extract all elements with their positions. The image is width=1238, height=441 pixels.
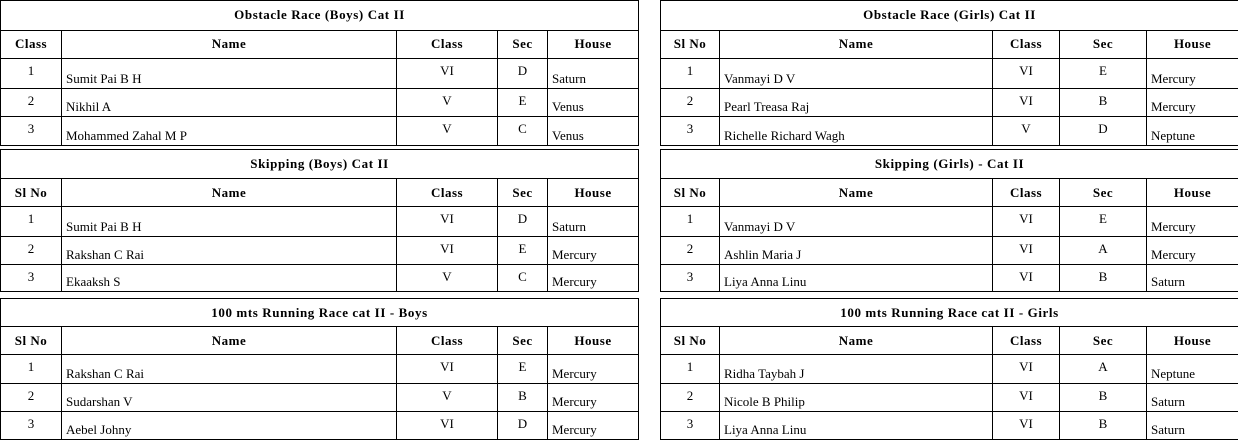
cell-sec: B [1060, 264, 1147, 291]
cell-class: V [397, 384, 498, 412]
cell-sec: E [1060, 207, 1147, 236]
cell-name: Pearl Treasa Raj [720, 88, 993, 117]
table-row [661, 88, 1238, 117]
header-sl-no: Sl No [1, 179, 62, 207]
cell-class: VI [397, 236, 498, 264]
header-name: Name [720, 30, 993, 59]
table-title: Obstacle Race (Boys) Cat II [1, 1, 639, 31]
cell-class: V [397, 117, 498, 146]
right-results-panel [660, 0, 1238, 441]
header-class: Class [993, 179, 1060, 207]
cell-house: Mercury [548, 412, 639, 440]
running-race-girls-block [660, 298, 1238, 439]
cell-sl-no: 2 [661, 384, 720, 412]
cell-name: Richelle Richard Wagh [720, 117, 993, 146]
cell-class: VI [993, 88, 1060, 117]
header-sec: Sec [498, 30, 548, 59]
cell-sec: B [1060, 88, 1147, 117]
table-title: 100 mts Running Race cat II - Boys [1, 299, 639, 327]
cell-sl-no: 3 [661, 264, 720, 291]
header-house: House [548, 30, 639, 59]
cell-sl-no: 1 [661, 59, 720, 89]
cell-sl-no: 1 [1, 207, 62, 236]
table-row [661, 117, 1238, 146]
cell-house: Venus [548, 88, 639, 117]
table-row [1, 117, 639, 146]
header-house: House [1147, 179, 1238, 207]
cell-house: Mercury [1147, 236, 1238, 264]
cell-sec: B [1060, 384, 1147, 412]
skipping-girls-table [660, 149, 1238, 292]
cell-house: Mercury [548, 384, 639, 412]
header-sec: Sec [1060, 30, 1147, 59]
cell-name: Liya Anna Linu [720, 412, 993, 440]
cell-name: Mohammed Zahal M P [62, 117, 397, 146]
table-title: 100 mts Running Race cat II - Girls [661, 299, 1238, 327]
cell-name: Sudarshan V [62, 384, 397, 412]
cell-house: Saturn [1147, 412, 1238, 440]
header-class: Class [397, 30, 498, 59]
cell-name: Sumit Pai B H [62, 59, 397, 89]
cell-name: Ridha Taybah J [720, 355, 993, 384]
cell-class: V [397, 264, 498, 291]
cell-name: Nicole B Philip [720, 384, 993, 412]
table-row [1, 384, 639, 412]
cell-class: VI [993, 264, 1060, 291]
header-name: Name [62, 179, 397, 207]
header-sl-no: Sl No [661, 179, 720, 207]
header-name: Name [62, 327, 397, 355]
header-sl-no: Class [1, 30, 62, 59]
cell-name: Sumit Pai B H [62, 207, 397, 236]
cell-sl-no: 2 [661, 88, 720, 117]
cell-house: Mercury [1147, 59, 1238, 89]
cell-name: Aebel Johny [62, 412, 397, 440]
table-row [661, 59, 1238, 89]
running-race-boys-block [0, 298, 638, 439]
header-sec: Sec [498, 179, 548, 207]
cell-house: Mercury [548, 236, 639, 264]
running-race-girls-table [660, 298, 1238, 440]
header-house: House [548, 179, 639, 207]
table-row [1, 355, 639, 384]
cell-sl-no: 1 [1, 59, 62, 89]
header-class: Class [993, 327, 1060, 355]
cell-class: VI [397, 412, 498, 440]
header-house: House [1147, 30, 1238, 59]
cell-house: Mercury [548, 264, 639, 291]
cell-class: V [397, 88, 498, 117]
header-sl-no: Sl No [661, 30, 720, 59]
table-title: Obstacle Race (Girls) Cat II [661, 1, 1238, 31]
cell-name: Vanmayi D V [720, 207, 993, 236]
cell-house: Saturn [1147, 264, 1238, 291]
skipping-girls-block [660, 149, 1238, 292]
cell-sec: D [498, 207, 548, 236]
skipping-boys-block [0, 149, 638, 292]
table-row [1, 412, 639, 440]
cell-house: Venus [548, 117, 639, 146]
header-sec: Sec [1060, 327, 1147, 355]
cell-sec: D [498, 59, 548, 89]
table-row [661, 207, 1238, 236]
header-house: House [1147, 327, 1238, 355]
header-sec: Sec [498, 327, 548, 355]
table-row [1, 59, 639, 89]
table-row [661, 384, 1238, 412]
header-house: House [548, 327, 639, 355]
cell-class: VI [397, 355, 498, 384]
cell-class: VI [993, 207, 1060, 236]
obstacle-race-girls-block [660, 0, 1238, 146]
cell-name: Ashlin Maria J [720, 236, 993, 264]
cell-sec: E [498, 355, 548, 384]
cell-sec: C [498, 264, 548, 291]
cell-class: VI [397, 207, 498, 236]
cell-class: VI [993, 412, 1060, 440]
header-class: Class [397, 327, 498, 355]
cell-sl-no: 2 [1, 88, 62, 117]
cell-sec: C [498, 117, 548, 146]
cell-house: Saturn [1147, 384, 1238, 412]
cell-name: Nikhil A [62, 88, 397, 117]
cell-sec: B [1060, 412, 1147, 440]
cell-sl-no: 1 [661, 355, 720, 384]
table-title: Skipping (Girls) - Cat II [661, 150, 1238, 179]
table-row [661, 236, 1238, 264]
cell-sec: A [1060, 236, 1147, 264]
cell-sl-no: 3 [661, 412, 720, 440]
cell-sec: E [498, 88, 548, 117]
obstacle-race-girls-table [660, 0, 1238, 146]
table-row [661, 355, 1238, 384]
cell-class: VI [993, 236, 1060, 264]
cell-sec: D [1060, 117, 1147, 146]
header-sec: Sec [1060, 179, 1147, 207]
cell-house: Saturn [548, 59, 639, 89]
header-sl-no: Sl No [1, 327, 62, 355]
table-row [661, 412, 1238, 440]
table-row [661, 264, 1238, 291]
cell-sec: A [1060, 355, 1147, 384]
cell-sl-no: 1 [1, 355, 62, 384]
cell-name: Rakshan C Rai [62, 236, 397, 264]
cell-sl-no: 2 [1, 384, 62, 412]
obstacle-race-boys-table [0, 0, 639, 146]
cell-name: Vanmayi D V [720, 59, 993, 89]
cell-sl-no: 2 [1, 236, 62, 264]
cell-sec: B [498, 384, 548, 412]
cell-class: VI [993, 384, 1060, 412]
cell-house: Neptune [1147, 117, 1238, 146]
running-race-boys-table [0, 298, 639, 440]
header-class: Class [993, 30, 1060, 59]
cell-name: Ekaaksh S [62, 264, 397, 291]
cell-sl-no: 2 [661, 236, 720, 264]
cell-sl-no: 3 [661, 117, 720, 146]
header-name: Name [62, 30, 397, 59]
cell-name: Rakshan C Rai [62, 355, 397, 384]
cell-house: Mercury [1147, 88, 1238, 117]
cell-house: Saturn [548, 207, 639, 236]
skipping-boys-table [0, 149, 639, 292]
table-row [1, 88, 639, 117]
cell-sl-no: 3 [1, 117, 62, 146]
cell-sec: E [498, 236, 548, 264]
obstacle-race-boys-block [0, 0, 638, 146]
cell-class: VI [993, 355, 1060, 384]
cell-class: V [993, 117, 1060, 146]
cell-sec: E [1060, 59, 1147, 89]
cell-sl-no: 3 [1, 412, 62, 440]
cell-sec: D [498, 412, 548, 440]
cell-name: Liya Anna Linu [720, 264, 993, 291]
table-row [1, 207, 639, 236]
cell-class: VI [397, 59, 498, 89]
cell-house: Mercury [1147, 207, 1238, 236]
table-title: Skipping (Boys) Cat II [1, 150, 639, 179]
header-name: Name [720, 179, 993, 207]
cell-class: VI [993, 59, 1060, 89]
header-name: Name [720, 327, 993, 355]
table-row [1, 236, 639, 264]
cell-house: Mercury [548, 355, 639, 384]
cell-sl-no: 1 [661, 207, 720, 236]
table-row [1, 264, 639, 291]
cell-sl-no: 3 [1, 264, 62, 291]
header-class: Class [397, 179, 498, 207]
header-sl-no: Sl No [661, 327, 720, 355]
cell-house: Neptune [1147, 355, 1238, 384]
